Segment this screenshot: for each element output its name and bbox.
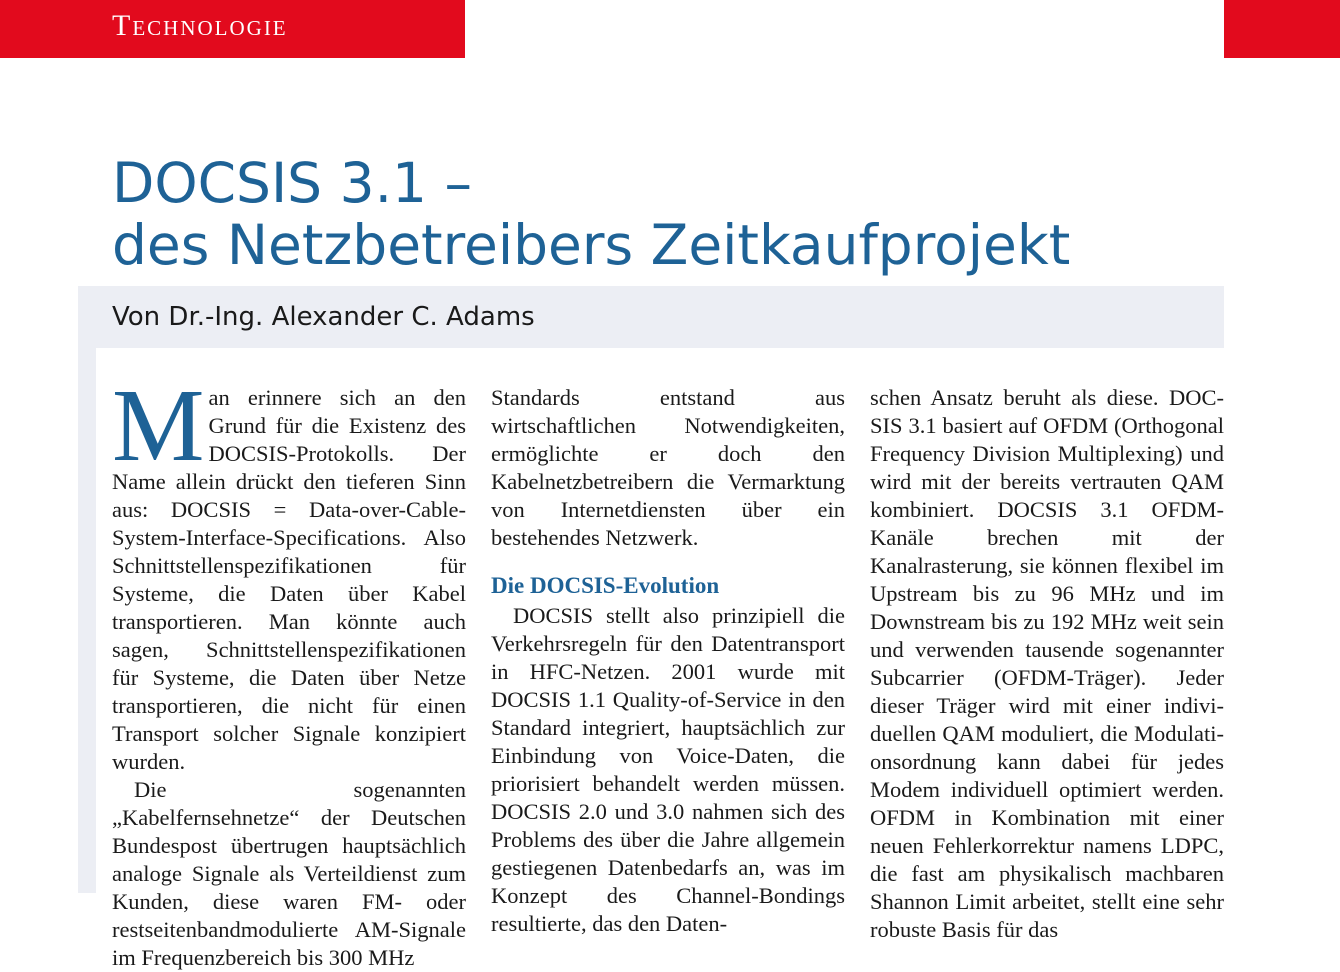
article-title-line-1: DOCSIS 3.1 – xyxy=(112,151,473,215)
paragraph: Standards entstand aus wirtschaftlichen Notwendigkeiten, ermöglichte er doch den Kabelnetzbetreibern die Vermarktung von Internetdiensten über ein bestehendes Netzwerk. xyxy=(491,385,845,550)
paragraph: Die sogenannten „Kabelfernsehnetze“ der Deutschen Bundespost übertrugen hauptsächlich analoge Signale als Verteildienst zum Kunden, diese waren FM- oder restseitenbandmodulierte AM-Signale im Frequenzbereich bis 300 MHz xyxy=(112,777,466,970)
article-title xyxy=(112,152,1070,276)
subheading: Die DOCSIS-Evolution xyxy=(491,573,720,598)
byline: Von Dr.-Ing. Alexander C. Adams xyxy=(112,302,535,332)
text-column-2 xyxy=(491,384,845,938)
header-red-bar-right xyxy=(1224,0,1340,58)
article-title-line-2: des Netzbetreibers Zeitkaufprojekt xyxy=(112,213,1071,277)
paragraph: DOCSIS stellt also prinzipiell die Verkehrsregeln für den Datentransport in HFC-Netzen. 2001 wurde mit DOCSIS 1.1 Quality-of-Service in den Standard integriert, hauptsächlich zur Einbindung von Voice-Daten, die priorisiert behandelt werden müssen. DOCSIS 2.0 und 3.0 nahmen sich des Problems des über die Jahre allgemein gestiegenen Datenbedarfs an, was im Konzept des Channel-Bondings resultierte, das den Daten- xyxy=(491,603,845,936)
text-column-1 xyxy=(112,368,466,972)
section-label: Technologie xyxy=(112,9,288,42)
drop-cap: M xyxy=(112,368,205,483)
left-accent-strip xyxy=(78,348,96,893)
text-column-3 xyxy=(870,384,1224,944)
paragraph xyxy=(112,368,466,776)
byline-box xyxy=(78,286,1224,348)
paragraph-text: an erinnere sich an den Grund für die Existenz des DOCSIS-Protokolls. Der Name allein drückt den tieferen Sinn aus: DOCSIS = Data-over-Cable-System-Interface-Specifications. Also Schnittstellenspezifikationen für Systeme, die Daten über Kabel transportieren. Man könnte auch sagen, Schnittstellenspezifikationen für Systeme, die Daten über Netze transportieren, die nicht für einen Transport solcher Signale konzipiert wurden. xyxy=(112,385,466,774)
header-red-bar-left xyxy=(0,0,465,58)
paragraph: schen Ansatz beruht als diese. DOCSIS 3.1 basiert auf OFDM (Orthogonal Frequency Division Multiplexing) und wird mit der bereits vertrauten QAM kombiniert. DOCSIS 3.1 OFDM-Kanäle brechen mit der Kanalrasterung, sie können flexibel im Upstream bis zu 96 MHz und im Downstream bis zu 192 MHz weit sein und verwenden tausende sogenannter Subcarrier (OFDM-Träger). Jeder dieser Träger wird mit einer individuellen QAM moduliert, die Modulationsordnung kann dabei für jedes Modem individuell optimiert werden. OFDM in Kombination mit einer neuen Fehlerkorrektur namens LDPC, die fast am physikalisch machbaren Shannon Limit arbeitet, stellt eine sehr robuste Basis für das xyxy=(870,385,1224,942)
